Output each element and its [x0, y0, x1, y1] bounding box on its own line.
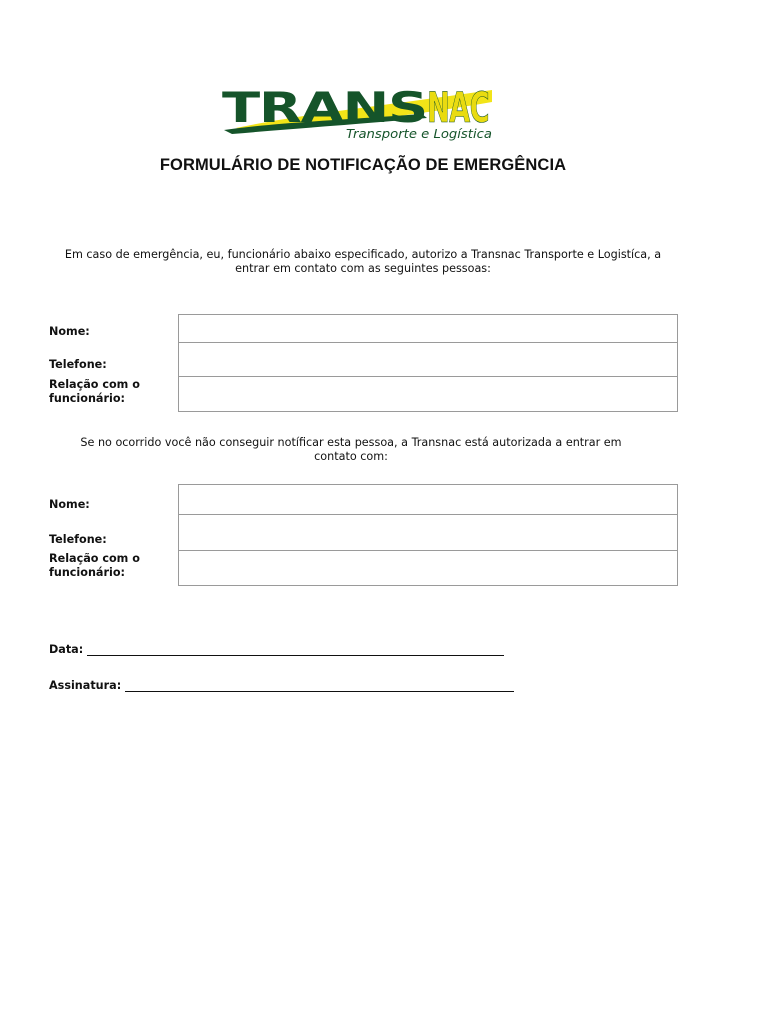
form-title: FORMULÁRIO DE NOTIFICAÇÃO DE EMERGÊNCIA	[159, 156, 567, 174]
contact2-name-field[interactable]	[179, 485, 677, 514]
signature-field[interactable]	[125, 681, 514, 692]
svg-text:NAC: NAC	[427, 83, 489, 132]
contact2-phone-label: Telefone:	[49, 533, 107, 546]
contact1-table	[178, 314, 678, 412]
contact1-phone-field[interactable]	[179, 342, 677, 376]
logo-wordmark	[222, 142, 223, 143]
contact1-relation-field[interactable]	[179, 376, 677, 411]
contact2-relation-label: Relação com o funcionário:	[49, 552, 140, 579]
intro-line-2: entrar em contato com as seguintes pessoas:	[235, 262, 491, 275]
signature-line	[49, 679, 514, 692]
contact2-name-label: Nome:	[49, 498, 90, 511]
transnac-logo	[222, 84, 494, 142]
contact2-relation-field[interactable]	[179, 550, 677, 585]
contact2-table	[178, 484, 678, 586]
fallback-line-1: Se no ocorrido você não conseguir notíficar esta pessoa, a Transnac está autorizada a entrar em	[80, 436, 622, 449]
fallback-line-2: contato com:	[314, 450, 388, 463]
contact1-name-label: Nome:	[49, 325, 90, 338]
logo-graphic	[222, 84, 494, 142]
intro-line-1: Em caso de emergência, eu, funcionário abaixo especificado, autorizo a Transnac Transporte e Logistíca, a	[64, 248, 662, 261]
contact1-phone-label: Telefone:	[49, 358, 107, 371]
svg-text:Transporte e Logística: Transporte e Logística	[346, 127, 492, 141]
contact1-relation-label: Relação com o funcionário:	[49, 378, 140, 405]
date-line	[49, 643, 504, 656]
contact1-name-field[interactable]	[179, 315, 677, 342]
logo-tagline	[222, 142, 223, 143]
date-label: Data:	[49, 643, 84, 656]
intro-paragraph	[40, 248, 686, 276]
date-field[interactable]	[87, 645, 504, 656]
fallback-paragraph	[40, 436, 662, 464]
contact2-phone-field[interactable]	[179, 514, 677, 550]
svg-text:TRANS: TRANS	[222, 83, 427, 132]
signature-label: Assinatura:	[49, 679, 122, 692]
